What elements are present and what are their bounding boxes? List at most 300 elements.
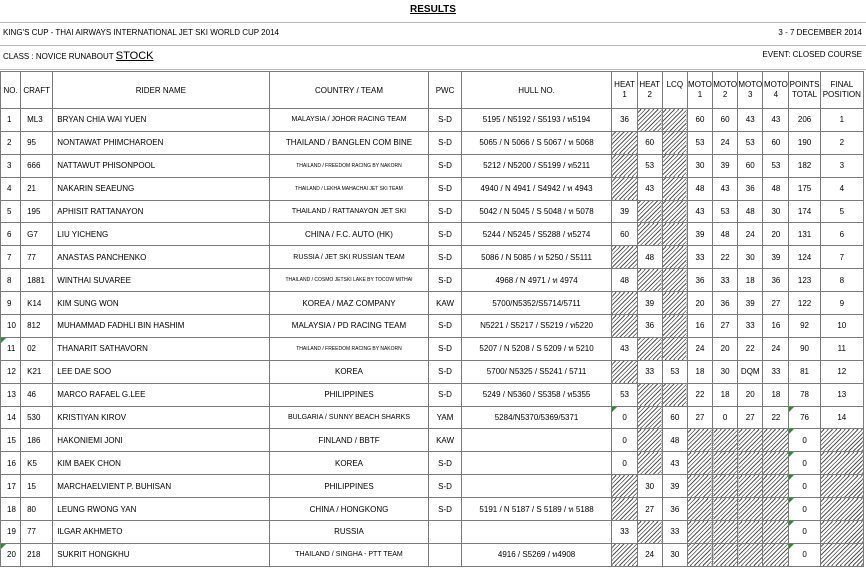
cell-rider: WINTHAI SUVAREE bbox=[53, 269, 269, 292]
table-row bbox=[1, 383, 864, 406]
cell-heat2 bbox=[637, 521, 662, 544]
cell-final-position: 12 bbox=[820, 360, 863, 383]
cell-craft: 812 bbox=[21, 315, 53, 338]
cell-heat1: 0 bbox=[612, 452, 637, 475]
cell-craft: 77 bbox=[21, 521, 53, 544]
cell-heat1: 33 bbox=[612, 521, 637, 544]
cell-moto3: 24 bbox=[738, 223, 763, 246]
cell-heat2: 43 bbox=[637, 177, 662, 200]
cell-final-position: 3 bbox=[820, 154, 863, 177]
cell-final-position: 7 bbox=[820, 246, 863, 269]
cell-heat2 bbox=[637, 337, 662, 360]
cell-heat2: 27 bbox=[637, 498, 662, 521]
cell-moto1 bbox=[687, 475, 712, 498]
cell-moto3: 48 bbox=[738, 200, 763, 223]
cell-moto4: 48 bbox=[763, 177, 789, 200]
cell-final-position: 8 bbox=[820, 269, 863, 292]
cell-final-position bbox=[820, 429, 863, 452]
cell-rider: LEE DAE SOO bbox=[53, 360, 269, 383]
cell-moto4: 33 bbox=[763, 360, 789, 383]
cell-pwc: S-D bbox=[429, 200, 461, 223]
cell-moto4 bbox=[763, 498, 789, 521]
cell-no: 9 bbox=[1, 292, 21, 315]
col-no: NO. bbox=[1, 72, 21, 109]
col-hull: HULL NO. bbox=[461, 72, 612, 109]
cell-hull: 5191 / N 5187 / S 5189 / ท 5188 bbox=[461, 498, 612, 521]
cell-heat2: 36 bbox=[637, 315, 662, 338]
cell-moto4: 30 bbox=[763, 200, 789, 223]
cell-no: 4 bbox=[1, 177, 21, 200]
cell-moto1: 22 bbox=[687, 383, 712, 406]
cell-pwc: S-D bbox=[429, 223, 461, 246]
table-row bbox=[1, 292, 864, 315]
cell-moto2: 39 bbox=[713, 154, 738, 177]
cell-no: 10 bbox=[1, 315, 21, 338]
cell-final-position bbox=[820, 452, 863, 475]
cell-lcq bbox=[662, 315, 687, 338]
cell-rider: LEUNG RWONG YAN bbox=[53, 498, 269, 521]
cell-rider: THANARIT SATHAVORN bbox=[53, 337, 269, 360]
cell-lcq bbox=[662, 109, 687, 132]
cell-no: 8 bbox=[1, 269, 21, 292]
cell-moto3 bbox=[738, 521, 763, 544]
cell-lcq bbox=[662, 177, 687, 200]
cell-rider: KIM BAEK CHON bbox=[53, 452, 269, 475]
cell-moto4: 18 bbox=[763, 383, 789, 406]
cell-heat2 bbox=[637, 406, 662, 429]
cell-rider: MUHAMMAD FADHLI BIN HASHIM bbox=[53, 315, 269, 338]
cell-moto1 bbox=[687, 543, 712, 566]
cell-craft: K21 bbox=[21, 360, 53, 383]
cell-hull: 5700/ N5325 / S5241 / 5711 bbox=[461, 360, 612, 383]
cell-points: 92 bbox=[789, 315, 820, 338]
cell-moto1: 53 bbox=[687, 131, 712, 154]
cell-no: 7 bbox=[1, 246, 21, 269]
cell-heat2 bbox=[637, 452, 662, 475]
table-row bbox=[1, 109, 864, 132]
cell-moto4: 16 bbox=[763, 315, 789, 338]
cell-hull: 5207 / N 5208 / S 5209 / ท 5210 bbox=[461, 337, 612, 360]
cell-points: 0 bbox=[789, 429, 820, 452]
event-status: EVENT: CLOSED COURSE bbox=[762, 50, 862, 59]
cell-final-position: 5 bbox=[820, 200, 863, 223]
cell-points: 182 bbox=[789, 154, 820, 177]
cell-no: 15 bbox=[1, 429, 21, 452]
cell-craft: 15 bbox=[21, 475, 53, 498]
cell-final-position bbox=[820, 543, 863, 566]
cell-hull: N5221 / S5217 / S5219 / ท5220 bbox=[461, 315, 612, 338]
cell-pwc: S-D bbox=[429, 498, 461, 521]
cell-heat1 bbox=[612, 292, 637, 315]
cell-moto3: 30 bbox=[738, 246, 763, 269]
cell-moto1: 48 bbox=[687, 177, 712, 200]
cell-points: 131 bbox=[789, 223, 820, 246]
class-line bbox=[3, 50, 153, 62]
cell-moto1: 60 bbox=[687, 109, 712, 132]
cell-craft: G7 bbox=[21, 223, 53, 246]
cell-lcq: 43 bbox=[662, 452, 687, 475]
cell-rider: MARCHAELVIENT P. BUHISAN bbox=[53, 475, 269, 498]
cell-hull bbox=[461, 475, 612, 498]
cell-final-position: 1 bbox=[820, 109, 863, 132]
cell-country: PHILIPPINES bbox=[269, 383, 429, 406]
cell-moto3: 36 bbox=[738, 177, 763, 200]
table-row bbox=[1, 131, 864, 154]
cell-craft: 195 bbox=[21, 200, 53, 223]
table-row bbox=[1, 223, 864, 246]
cell-country: RUSSIA / JET SKI RUSSIAN TEAM bbox=[269, 246, 429, 269]
cell-hull: 5700/N5352/S5714/5711 bbox=[461, 292, 612, 315]
cell-moto4: 60 bbox=[763, 131, 789, 154]
cell-no: 16 bbox=[1, 452, 21, 475]
cell-craft: 1881 bbox=[21, 269, 53, 292]
cell-country: MALAYSIA / PD RACING TEAM bbox=[269, 315, 429, 338]
cell-lcq: 53 bbox=[662, 360, 687, 383]
cell-moto4: 43 bbox=[763, 109, 789, 132]
col-moto2: MOTO 2 bbox=[713, 72, 738, 109]
cell-craft: 218 bbox=[21, 543, 53, 566]
cell-craft: 80 bbox=[21, 498, 53, 521]
cell-no: 14 bbox=[1, 406, 21, 429]
cell-craft: ML3 bbox=[21, 109, 53, 132]
cell-moto3 bbox=[738, 475, 763, 498]
cell-lcq: 30 bbox=[662, 543, 687, 566]
cell-final-position: 2 bbox=[820, 131, 863, 154]
cell-moto3: 60 bbox=[738, 154, 763, 177]
cell-rider: NONTAWAT PHIMCHAROEN bbox=[53, 131, 269, 154]
cell-moto4: 39 bbox=[763, 246, 789, 269]
cell-heat1: 0 bbox=[612, 429, 637, 452]
cell-moto1: 27 bbox=[687, 406, 712, 429]
cell-heat2 bbox=[637, 383, 662, 406]
cell-country: THAILAND / COSMO JETSKI LAKE BY TOCOW MITHAI bbox=[269, 269, 429, 292]
cell-moto4: 53 bbox=[763, 154, 789, 177]
cell-pwc: S-D bbox=[429, 315, 461, 338]
cell-country: CHINA / HONGKONG bbox=[269, 498, 429, 521]
table-row bbox=[1, 337, 864, 360]
event-dates: 3 - 7 DECEMBER 2014 bbox=[778, 28, 862, 37]
cell-country: KOREA bbox=[269, 452, 429, 475]
cell-no: 2 bbox=[1, 131, 21, 154]
cell-final-position: 10 bbox=[820, 315, 863, 338]
cell-craft: K14 bbox=[21, 292, 53, 315]
cell-heat2: 24 bbox=[637, 543, 662, 566]
cell-moto4 bbox=[763, 452, 789, 475]
cell-lcq bbox=[662, 246, 687, 269]
cell-points: 123 bbox=[789, 269, 820, 292]
cell-heat1: 53 bbox=[612, 383, 637, 406]
cell-moto1 bbox=[687, 498, 712, 521]
col-moto3: MOTO 3 bbox=[738, 72, 763, 109]
cell-country: THAILAND / BANGLEN COM BINE bbox=[269, 131, 429, 154]
table-row bbox=[1, 543, 864, 566]
cell-moto3 bbox=[738, 543, 763, 566]
cell-heat1 bbox=[612, 177, 637, 200]
cell-moto3: 39 bbox=[738, 292, 763, 315]
cell-moto3 bbox=[738, 429, 763, 452]
cell-heat2 bbox=[637, 269, 662, 292]
cell-pwc: S-D bbox=[429, 131, 461, 154]
cell-heat2: 33 bbox=[637, 360, 662, 383]
cell-country: THAILAND / FREEDOM RACING BY NAKORN bbox=[269, 337, 429, 360]
cell-no: 20 bbox=[1, 543, 21, 566]
cell-rider: HAKONIEMI JONI bbox=[53, 429, 269, 452]
cell-moto3: 22 bbox=[738, 337, 763, 360]
cell-heat1 bbox=[612, 498, 637, 521]
cell-moto2: 36 bbox=[713, 292, 738, 315]
cell-country: THAILAND / SINGHA - PTT TEAM bbox=[269, 543, 429, 566]
class-label: CLASS : NOVICE RUNABOUT bbox=[3, 52, 114, 61]
cell-hull: 5042 / N 5045 / S 5048 / ท 5078 bbox=[461, 200, 612, 223]
cell-moto3: 18 bbox=[738, 269, 763, 292]
cell-pwc bbox=[429, 521, 461, 544]
cell-moto3: 43 bbox=[738, 109, 763, 132]
cell-heat1: 48 bbox=[612, 269, 637, 292]
cell-rider: APHISIT RATTANAYON bbox=[53, 200, 269, 223]
cell-heat1: 39 bbox=[612, 200, 637, 223]
cell-craft: 77 bbox=[21, 246, 53, 269]
cell-moto3: 20 bbox=[738, 383, 763, 406]
cell-points: 0 bbox=[789, 521, 820, 544]
cell-country: MALAYSIA / JOHOR RACING TEAM bbox=[269, 109, 429, 132]
cell-craft: 666 bbox=[21, 154, 53, 177]
col-moto1: MOTO 1 bbox=[687, 72, 712, 109]
grid-line bbox=[0, 22, 866, 23]
cell-points: 174 bbox=[789, 200, 820, 223]
cell-country: THAILAND / FREEDOM RACING BY NAKORN bbox=[269, 154, 429, 177]
cell-final-position bbox=[820, 475, 863, 498]
cell-final-position: 4 bbox=[820, 177, 863, 200]
cell-points: 0 bbox=[789, 543, 820, 566]
cell-lcq bbox=[662, 269, 687, 292]
results-table bbox=[0, 71, 864, 567]
cell-moto2: 24 bbox=[713, 131, 738, 154]
cell-final-position bbox=[820, 521, 863, 544]
cell-moto1: 33 bbox=[687, 246, 712, 269]
col-final: FINAL POSITION bbox=[820, 72, 863, 109]
cell-country: KOREA bbox=[269, 360, 429, 383]
cell-moto4 bbox=[763, 543, 789, 566]
cell-moto4: 22 bbox=[763, 406, 789, 429]
cell-moto1 bbox=[687, 521, 712, 544]
cell-hull bbox=[461, 429, 612, 452]
table-row bbox=[1, 429, 864, 452]
cell-pwc: S-D bbox=[429, 109, 461, 132]
cell-rider: ILGAR AKHMETO bbox=[53, 521, 269, 544]
cell-pwc: KAW bbox=[429, 292, 461, 315]
grid-line bbox=[0, 45, 866, 46]
cell-rider: SUKRIT HONGKHU bbox=[53, 543, 269, 566]
cell-moto3 bbox=[738, 452, 763, 475]
page-title: RESULTS bbox=[410, 4, 456, 15]
cell-moto2 bbox=[713, 452, 738, 475]
cell-final-position bbox=[820, 498, 863, 521]
cell-heat2 bbox=[637, 429, 662, 452]
cell-points: 90 bbox=[789, 337, 820, 360]
cell-country: THAILAND / RATTANAYON JET SKI bbox=[269, 200, 429, 223]
cell-moto4: 20 bbox=[763, 223, 789, 246]
cell-lcq bbox=[662, 131, 687, 154]
cell-craft: 02 bbox=[21, 337, 53, 360]
cell-final-position: 11 bbox=[820, 337, 863, 360]
col-moto4: MOTO 4 bbox=[763, 72, 789, 109]
event-name: KING'S CUP - THAI AIRWAYS INTERNATIONAL JET SKI WORLD CUP 2014 bbox=[3, 28, 279, 37]
cell-points: 81 bbox=[789, 360, 820, 383]
cell-craft: 95 bbox=[21, 131, 53, 154]
table-row bbox=[1, 177, 864, 200]
cell-lcq: 36 bbox=[662, 498, 687, 521]
cell-moto2: 20 bbox=[713, 337, 738, 360]
cell-pwc: S-D bbox=[429, 177, 461, 200]
cell-final-position: 14 bbox=[820, 406, 863, 429]
cell-moto2 bbox=[713, 543, 738, 566]
cell-craft: 46 bbox=[21, 383, 53, 406]
cell-lcq: 39 bbox=[662, 475, 687, 498]
cell-pwc: S-D bbox=[429, 360, 461, 383]
cell-moto2: 60 bbox=[713, 109, 738, 132]
cell-hull bbox=[461, 452, 612, 475]
cell-moto3: 33 bbox=[738, 315, 763, 338]
cell-moto1: 36 bbox=[687, 269, 712, 292]
cell-hull: 4968 / N 4971 / ท 4974 bbox=[461, 269, 612, 292]
table-row bbox=[1, 452, 864, 475]
cell-lcq bbox=[662, 223, 687, 246]
cell-no: 13 bbox=[1, 383, 21, 406]
cell-country: KOREA / MAZ COMPANY bbox=[269, 292, 429, 315]
cell-heat2: 53 bbox=[637, 154, 662, 177]
cell-heat1: 60 bbox=[612, 223, 637, 246]
cell-hull: 5249 / N5360 / S5358 / ท5355 bbox=[461, 383, 612, 406]
cell-points: 0 bbox=[789, 498, 820, 521]
table-row bbox=[1, 200, 864, 223]
cell-moto2: 33 bbox=[713, 269, 738, 292]
cell-points: 78 bbox=[789, 383, 820, 406]
cell-craft: 530 bbox=[21, 406, 53, 429]
cell-no: 12 bbox=[1, 360, 21, 383]
cell-craft: 21 bbox=[21, 177, 53, 200]
cell-hull: 5284/N5370/5369/5371 bbox=[461, 406, 612, 429]
cell-pwc: S-D bbox=[429, 383, 461, 406]
cell-no: 5 bbox=[1, 200, 21, 223]
cell-rider: LIU YICHENG bbox=[53, 223, 269, 246]
cell-no: 1 bbox=[1, 109, 21, 132]
cell-no: 19 bbox=[1, 521, 21, 544]
cell-rider: ANASTAS PANCHENKO bbox=[53, 246, 269, 269]
cell-rider: KRISTIYAN KIROV bbox=[53, 406, 269, 429]
cell-moto1: 20 bbox=[687, 292, 712, 315]
cell-moto1: 24 bbox=[687, 337, 712, 360]
cell-moto2: 0 bbox=[713, 406, 738, 429]
cell-moto2: 48 bbox=[713, 223, 738, 246]
cell-heat2 bbox=[637, 200, 662, 223]
cell-hull: 4916 / S5269 / ท4908 bbox=[461, 543, 612, 566]
col-heat2: HEAT 2 bbox=[637, 72, 662, 109]
cell-final-position: 9 bbox=[820, 292, 863, 315]
cell-no: 3 bbox=[1, 154, 21, 177]
cell-heat1 bbox=[612, 315, 637, 338]
cell-rider: BRYAN CHIA WAI YUEN bbox=[53, 109, 269, 132]
cell-points: 76 bbox=[789, 406, 820, 429]
table-row bbox=[1, 360, 864, 383]
cell-rider: KIM SUNG WON bbox=[53, 292, 269, 315]
col-country: COUNTRY / TEAM bbox=[269, 72, 429, 109]
cell-heat2 bbox=[637, 223, 662, 246]
cell-moto1: 18 bbox=[687, 360, 712, 383]
cell-country: PHILIPPINES bbox=[269, 475, 429, 498]
cell-pwc: S-D bbox=[429, 154, 461, 177]
cell-rider: NATTAWUT PHISONPOOL bbox=[53, 154, 269, 177]
cell-moto1 bbox=[687, 429, 712, 452]
cell-moto2: 18 bbox=[713, 383, 738, 406]
cell-points: 175 bbox=[789, 177, 820, 200]
cell-lcq: 33 bbox=[662, 521, 687, 544]
cell-moto4 bbox=[763, 429, 789, 452]
cell-hull: 5244 / N5245 / S5288 / ท5274 bbox=[461, 223, 612, 246]
cell-lcq: 48 bbox=[662, 429, 687, 452]
cell-moto2 bbox=[713, 429, 738, 452]
cell-moto2: 22 bbox=[713, 246, 738, 269]
cell-heat2: 39 bbox=[637, 292, 662, 315]
cell-moto2: 53 bbox=[713, 200, 738, 223]
cell-hull: 5065 / N 5066 / S 5067 / ท 5068 bbox=[461, 131, 612, 154]
col-rider: RIDER NAME bbox=[53, 72, 269, 109]
cell-heat1 bbox=[612, 154, 637, 177]
cell-hull: 5086 / N 5085 / ท 5250 / S5111 bbox=[461, 246, 612, 269]
cell-moto2 bbox=[713, 521, 738, 544]
cell-moto4: 36 bbox=[763, 269, 789, 292]
cell-moto2: 43 bbox=[713, 177, 738, 200]
cell-country: CHINA / F.C. AUTO (HK) bbox=[269, 223, 429, 246]
cell-hull: 5195 / N5192 / S5193 / ท5194 bbox=[461, 109, 612, 132]
cell-moto3 bbox=[738, 498, 763, 521]
cell-moto1: 16 bbox=[687, 315, 712, 338]
cell-country: BULGARIA / SUNNY BEACH SHARKS bbox=[269, 406, 429, 429]
cell-points: 206 bbox=[789, 109, 820, 132]
cell-moto2 bbox=[713, 475, 738, 498]
cell-pwc: S-D bbox=[429, 452, 461, 475]
cell-moto2: 27 bbox=[713, 315, 738, 338]
class-value: STOCK bbox=[115, 50, 154, 62]
cell-heat2 bbox=[637, 109, 662, 132]
cell-moto4: 27 bbox=[763, 292, 789, 315]
cell-rider: NAKARIN SEAEUNG bbox=[53, 177, 269, 200]
cell-pwc: S-D bbox=[429, 269, 461, 292]
cell-heat2: 60 bbox=[637, 131, 662, 154]
cell-lcq bbox=[662, 154, 687, 177]
table-row bbox=[1, 475, 864, 498]
cell-pwc: S-D bbox=[429, 475, 461, 498]
cell-lcq bbox=[662, 200, 687, 223]
cell-no: 17 bbox=[1, 475, 21, 498]
cell-pwc: KAW bbox=[429, 429, 461, 452]
cell-pwc: S-D bbox=[429, 246, 461, 269]
cell-pwc: YAM bbox=[429, 406, 461, 429]
cell-heat1 bbox=[612, 360, 637, 383]
cell-country: THAILAND / LEKHA MAHACHAI JET SKI TEAM bbox=[269, 177, 429, 200]
cell-moto2: 30 bbox=[713, 360, 738, 383]
table-row bbox=[1, 406, 864, 429]
cell-lcq bbox=[662, 292, 687, 315]
cell-country: RUSSIA bbox=[269, 521, 429, 544]
col-craft: CRAFT bbox=[21, 72, 53, 109]
cell-lcq: 60 bbox=[662, 406, 687, 429]
table-row bbox=[1, 315, 864, 338]
cell-pwc: S-D bbox=[429, 337, 461, 360]
cell-rider: MARCO RAFAEL G.LEE bbox=[53, 383, 269, 406]
header-row bbox=[1, 72, 864, 109]
cell-moto4 bbox=[763, 521, 789, 544]
table-row bbox=[1, 269, 864, 292]
